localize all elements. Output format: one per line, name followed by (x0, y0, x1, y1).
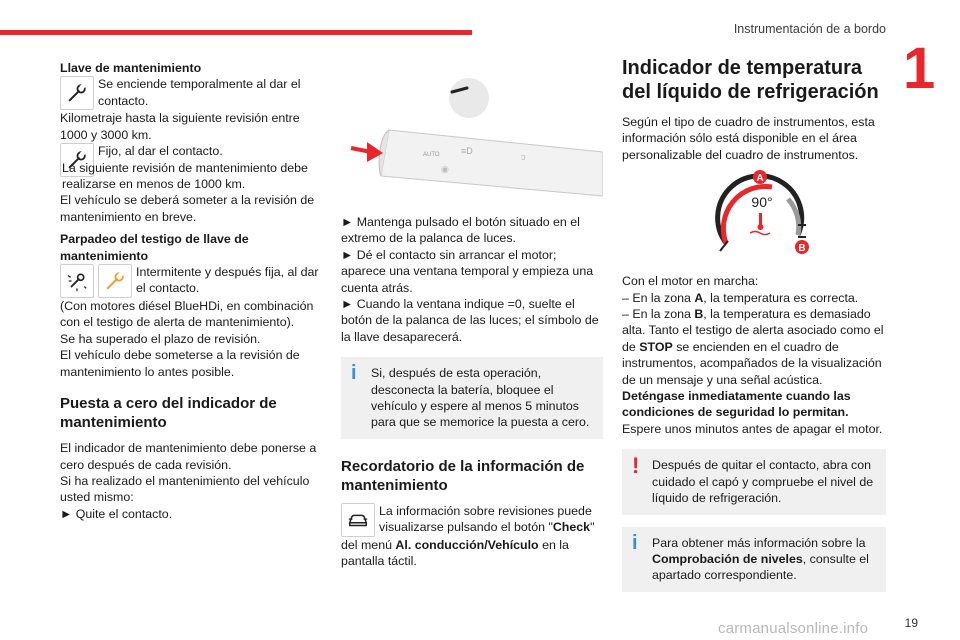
section-header: Instrumentación de a bordo (733, 22, 886, 36)
zone-b-label: B (798, 243, 806, 255)
zone-b-text: – En la zona B, la temperatura es demasiado alta. Tanto el testigo de alerta asociado como el de STOP se encienden en el cuadro de instrumentos, acompañados de la visualización de un mensaje y una señal acústica. (622, 307, 884, 387)
step-1: ► Mantenga pulsado el botón situado en el extremo de la palanca de luces. (341, 215, 580, 246)
page-number: 19 (904, 616, 918, 630)
heading-reset: Puesta a cero del indicador de mantenimiento (60, 395, 277, 432)
car-check-icon (341, 503, 375, 537)
text: Kilometraje hasta la siguiente revisión entre 1000 y 3000 km. (60, 111, 300, 142)
step-2: ► Dé el contacto sin arrancar el motor; aparece una ventana temporal y empieza una cuenta atrás. (341, 247, 594, 295)
warning-bold: Deténgase inmediatamente cuando las condiciones de seguridad lo permitan. (622, 389, 851, 420)
text: Se enciende temporalmente al dar el contacto. (98, 77, 301, 108)
title-blinking: Parpadeo del testigo de llave de mantenimiento (60, 232, 249, 263)
note-text: Si, después de esta operación, desconecta la batería, bloquee el vehículo y espere al menos 5 minutos para que se memorice la puesta a cero. (371, 366, 590, 430)
svg-text:≡D: ≡D (461, 146, 473, 156)
page-title: Indicador de temperatura del líquido de refrigeración (622, 57, 879, 103)
text: La siguiente revisión de mantenimiento debe realizarse en menos de 1000 km. (62, 160, 308, 192)
svg-text:ᴐ: ᴐ (521, 152, 526, 162)
service-key-row-1 (60, 76, 320, 110)
info-text: Para obtener más información sobre la Comprobación de niveles, consulte el apartado correspondiente. (652, 535, 869, 583)
text: Fijo, al dar el contacto. (98, 144, 223, 159)
light-stalk-illustration (341, 66, 603, 204)
text: ► Quite el contacto. (60, 506, 173, 521)
zone-a-label: A (756, 173, 764, 185)
chapter-number: 1 (903, 36, 936, 101)
column-2 (341, 66, 603, 570)
text: El indicador de mantenimiento debe ponerse a cero después de cada revisión. (60, 441, 317, 472)
zone-a-text: – En la zona A, la temperatura es correcta. (622, 290, 859, 305)
service-key-row-2 (60, 143, 320, 192)
watermark: carmanualsonline.info (718, 620, 869, 637)
wrench-icon (60, 76, 94, 110)
title-service-key: Llave de mantenimiento (60, 61, 202, 75)
text: Intermitente y después fija, al dar el contacto. (136, 265, 319, 296)
wrench-orange-icon (98, 264, 132, 298)
column-3 (622, 56, 886, 592)
wrench-blink-icon (60, 264, 94, 298)
recall-row (341, 503, 603, 537)
blinking-row (60, 264, 320, 298)
svg-text:◉: ◉ (441, 164, 449, 174)
coolant-gauge (622, 167, 886, 273)
coolant-temperature-icon (750, 213, 770, 235)
gauge-value: 90° (751, 194, 773, 211)
text: (Con motores diésel BlueHDi, en combinación con el testigo de alerta de mantenimiento). (60, 299, 314, 330)
text: Con el motor en marcha: (622, 274, 759, 289)
auto-label: AUTO (423, 152, 440, 158)
recall-text-2: del menú Al. conducción/Vehículo en la pantalla táctil. (341, 537, 569, 569)
recall-text: La información sobre revisiones puede visualizarse pulsando el botón "Check" (379, 503, 595, 535)
warning-text: Después de quitar el contacto, abra con cuidado el capó y compruebe el nivel de líquido de refrigeración. (652, 458, 874, 506)
warning-note (622, 449, 886, 514)
text: Si ha realizado el mantenimiento del vehículo usted mismo: (60, 473, 310, 505)
column-1 (60, 60, 320, 522)
info-note (341, 357, 603, 439)
warning-icon: ! (632, 453, 640, 479)
text: Espere unos minutos antes de apagar el motor. (622, 421, 883, 436)
heading-recall: Recordatorio de la información de mantenimiento (341, 457, 585, 494)
text: El vehículo debe someterse a la revisión de mantenimiento lo antes posible. (60, 348, 300, 379)
text: El vehículo se deberá someter a la revisión de mantenimiento en breve. (60, 193, 315, 224)
info-note-levels (622, 527, 886, 592)
text: Se ha superado el plazo de revisión. (60, 331, 261, 346)
info-icon: i (351, 362, 357, 385)
top-accent-bar (0, 30, 472, 35)
info-icon: i (632, 531, 638, 554)
text: Según el tipo de cuadro de instrumentos, esta información sólo está disponible en el área personalizable del cuadro de instrumentos. (622, 115, 875, 162)
step-3: ► Cuando la ventana indique =0, suelte el botón de la palanca de las luces; el símbolo de la llave desaparecerá. (341, 297, 599, 344)
